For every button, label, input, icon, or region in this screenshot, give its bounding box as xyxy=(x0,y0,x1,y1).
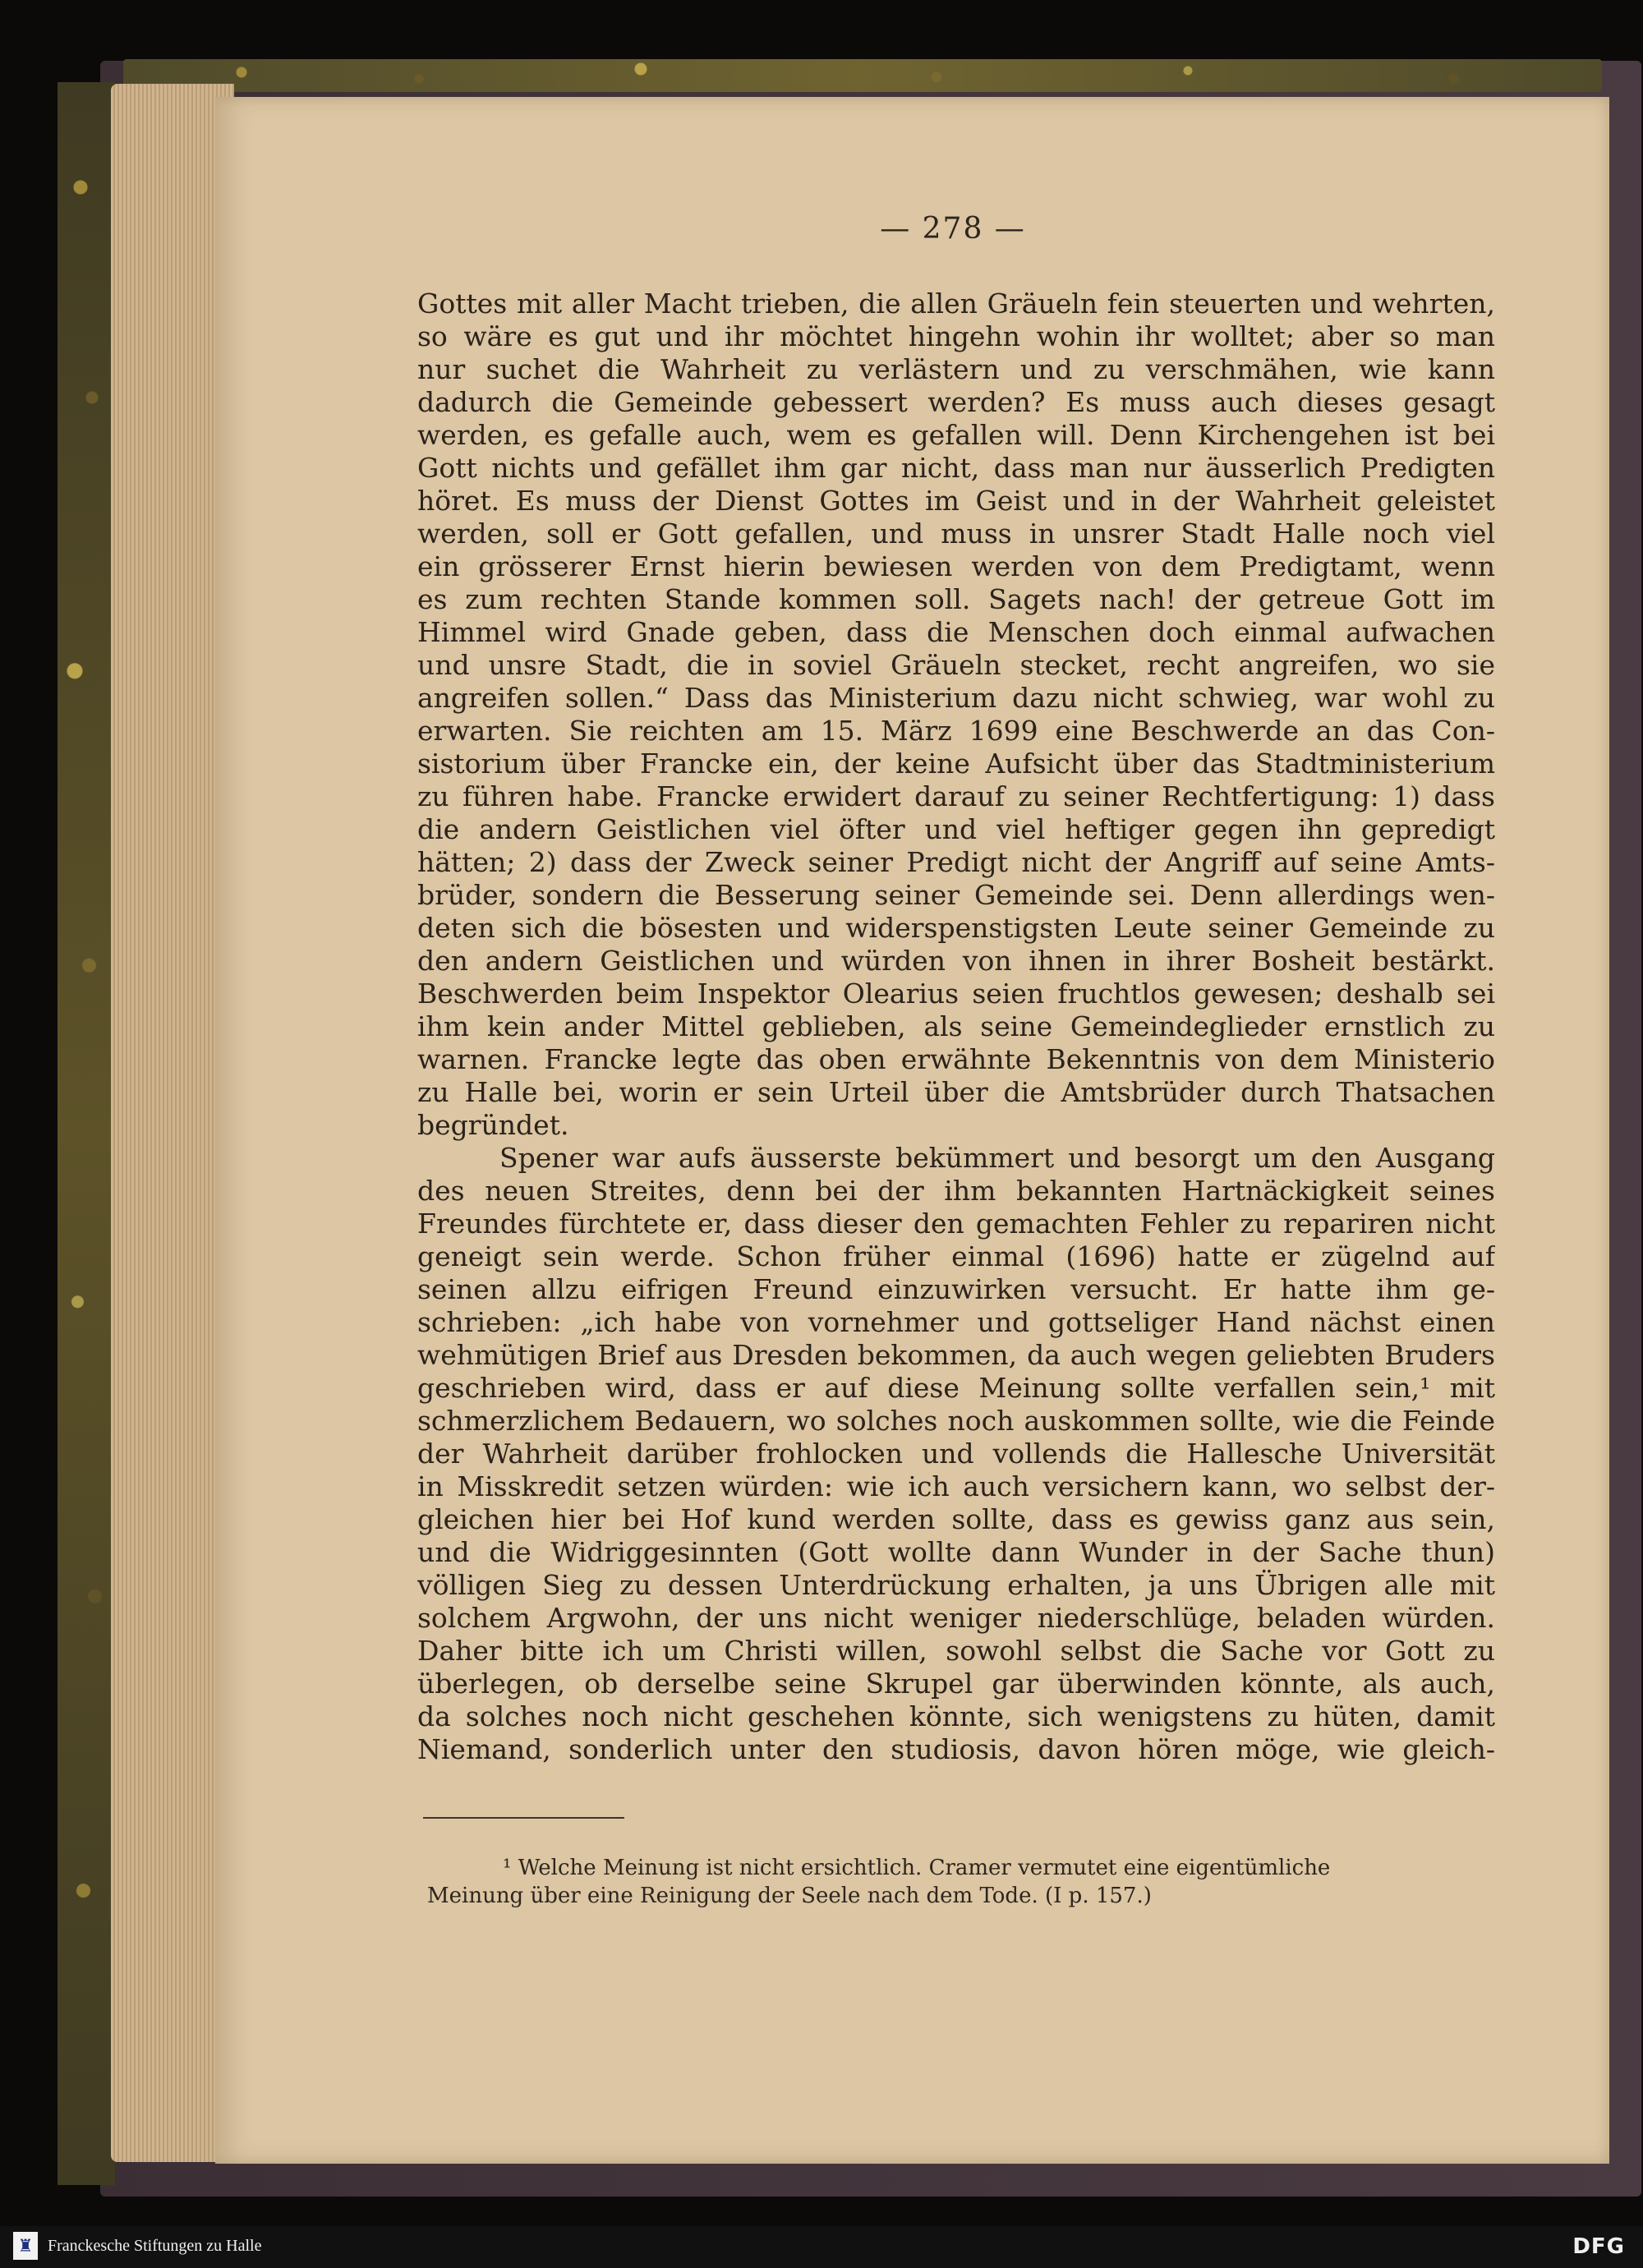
text-line: ein grösserer Ernst hierin bewiesen werden von dem Predigtamt, wenn xyxy=(417,550,1495,582)
text-line: begründet. xyxy=(417,1109,569,1141)
page-number: — 278 — xyxy=(880,212,1026,246)
text-line: hätten; 2) dass der Zweck seiner Predigt nicht der Angriff auf seine Amts- xyxy=(417,846,1495,878)
text-line: werden, es gefalle auch, wem es gefallen will. Denn Kirchengehen ist bei xyxy=(417,419,1495,451)
text-line: den andern Geistlichen und würden von ihnen in ihrer Bosheit bestärkt. xyxy=(417,945,1495,977)
text-line: Gottes mit aller Macht trieben, die allen Gräueln fein steuerten und wehrten, xyxy=(417,288,1495,320)
text-line: nur suchet die Wahrheit zu verlästern und zu verschmähen, wie kann xyxy=(417,353,1495,385)
text-line: erwarten. Sie reichten am 15. März 1699 eine Beschwerde an das Con- xyxy=(417,715,1495,747)
marbled-top-edge xyxy=(123,59,1602,92)
footnote-rule xyxy=(423,1817,624,1819)
text-line: der Wahrheit darüber frohlocken und vollends die Hallesche Universität xyxy=(417,1438,1495,1470)
text-line: zu führen habe. Francke erwidert darauf zu seiner Rechtfertigung: 1) dass xyxy=(417,780,1495,812)
text-line: gleichen hier bei Hof kund werden sollte, dass es gewiss ganz aus sein, xyxy=(417,1503,1495,1535)
institution-logo-icon: ♜ xyxy=(13,2232,38,2260)
text-line: völligen Sieg zu dessen Unterdrückung erhalten, ja uns Übrigen alle mit xyxy=(417,1569,1495,1601)
text-line: zu Halle bei, worin er sein Urteil über die Amtsbrüder durch Thatsachen xyxy=(417,1076,1495,1108)
text-line: wehmütigen Brief aus Dresden bekommen, da auch wegen geliebten Bruders xyxy=(417,1339,1495,1371)
institution-name: Franckesche Stiftungen zu Halle xyxy=(48,2237,262,2255)
text-line: geschrieben wird, dass er auf diese Meinung sollte verfallen sein,¹ mit xyxy=(417,1372,1495,1404)
text-line: brüder, sondern die Besserung seiner Gemeinde sei. Denn allerdings wen- xyxy=(417,879,1495,911)
text-line: des neuen Streites, denn bei der ihm bekannten Hartnäckigkeit seines xyxy=(417,1175,1495,1207)
text-line: und unsre Stadt, die in soviel Gräueln stecket, recht angreifen, wo sie xyxy=(417,649,1495,681)
text-line: schmerzlichem Bedauern, wo solches noch auskommen sollte, wie die Feinde xyxy=(417,1405,1495,1437)
footnote-line: Meinung über eine Reinigung der Seele nach dem Tode. (I p. 157.) xyxy=(427,1884,1152,1908)
text-line: Beschwerden beim Inspektor Olearius seien fruchtlos gewesen; deshalb sei xyxy=(417,978,1495,1010)
viewer-footer xyxy=(0,2226,1643,2268)
text-line: höret. Es muss der Dienst Gottes im Geist und in der Wahrheit geleistet xyxy=(417,485,1495,517)
text-line: so wäre es gut und ihr möchtet hingehn wohin ihr wolltet; aber so man xyxy=(417,320,1495,352)
text-line: schrieben: „ich habe von vornehmer und gottseliger Hand nächst einen xyxy=(417,1306,1495,1338)
text-line: werden, soll er Gott gefallen, und muss in unsrer Stadt Halle noch viel xyxy=(417,518,1495,550)
text-line: und die Widriggesinnten (Gott wollte dann Wunder in der Sache thun) xyxy=(417,1536,1495,1568)
text-line: sistorium über Francke ein, der keine Aufsicht über das Stadtministerium xyxy=(417,748,1495,780)
text-line: deten sich die bösesten und widerspenstigsten Leute seiner Gemeinde zu xyxy=(417,912,1495,944)
text-line: angreifen sollen.“ Dass das Ministerium dazu nicht schwieg, war wohl zu xyxy=(417,682,1495,714)
text-line: dadurch die Gemeinde gebessert werden? Es muss auch dieses gesagt xyxy=(417,386,1495,418)
text-line: da solches noch nicht geschehen könnte, sich wenigstens zu hüten, damit xyxy=(417,1700,1495,1732)
text-line: ihm kein ander Mittel geblieben, als seine Gemeindeglieder ernstlich zu xyxy=(417,1010,1495,1042)
footnote-line: ¹ Welche Meinung ist nicht ersichtlich. Cramer vermutet eine eigentümliche xyxy=(503,1856,1331,1880)
text-line: seinen allzu eifrigen Freund einzuwirken versucht. Er hatte ihm ge- xyxy=(417,1273,1495,1305)
text-line: es zum rechten Stande kommen soll. Sagets nach! der getreue Gott im xyxy=(417,583,1495,615)
text-line: die andern Geistlichen viel öfter und viel heftiger gegen ihn gepredigt xyxy=(417,813,1495,845)
text-line: Daher bitte ich um Christi willen, sowohl selbst die Sache vor Gott zu xyxy=(417,1635,1495,1667)
dfg-logo: DFG xyxy=(1572,2234,1625,2259)
text-line-paragraph-start: Spener war aufs äusserste bekümmert und besorgt um den Ausgang xyxy=(499,1142,1495,1174)
text-line: Gott nichts und gefället ihm gar nicht, dass man nur äusserlich Predigten xyxy=(417,452,1495,484)
text-line: solchem Argwohn, der uns nicht weniger niederschlüge, beladen würden. xyxy=(417,1602,1495,1634)
main-text xyxy=(417,288,1495,1766)
text-line: Niemand, sonderlich unter den studiosis, davon hören möge, wie gleich- xyxy=(417,1733,1495,1765)
text-line: überlegen, ob derselbe seine Skrupel gar überwinden könnte, als auch, xyxy=(417,1668,1495,1700)
text-line: warnen. Francke legte das oben erwähnte Bekenntnis von dem Ministerio xyxy=(417,1043,1495,1075)
text-line: Himmel wird Gnade geben, dass die Menschen doch einmal aufwachen xyxy=(417,616,1495,648)
marbled-left-edge xyxy=(58,82,115,2185)
footnote xyxy=(427,1854,1495,1910)
text-line: Freundes fürchtete er, dass dieser den gemachten Fehler zu repariren nicht xyxy=(417,1208,1495,1240)
text-line: geneigt sein werde. Schon früher einmal (1696) hatte er zügelnd auf xyxy=(417,1240,1495,1272)
text-line: in Misskredit setzen würden: wie ich auch versichern kann, wo selbst der- xyxy=(417,1470,1495,1502)
